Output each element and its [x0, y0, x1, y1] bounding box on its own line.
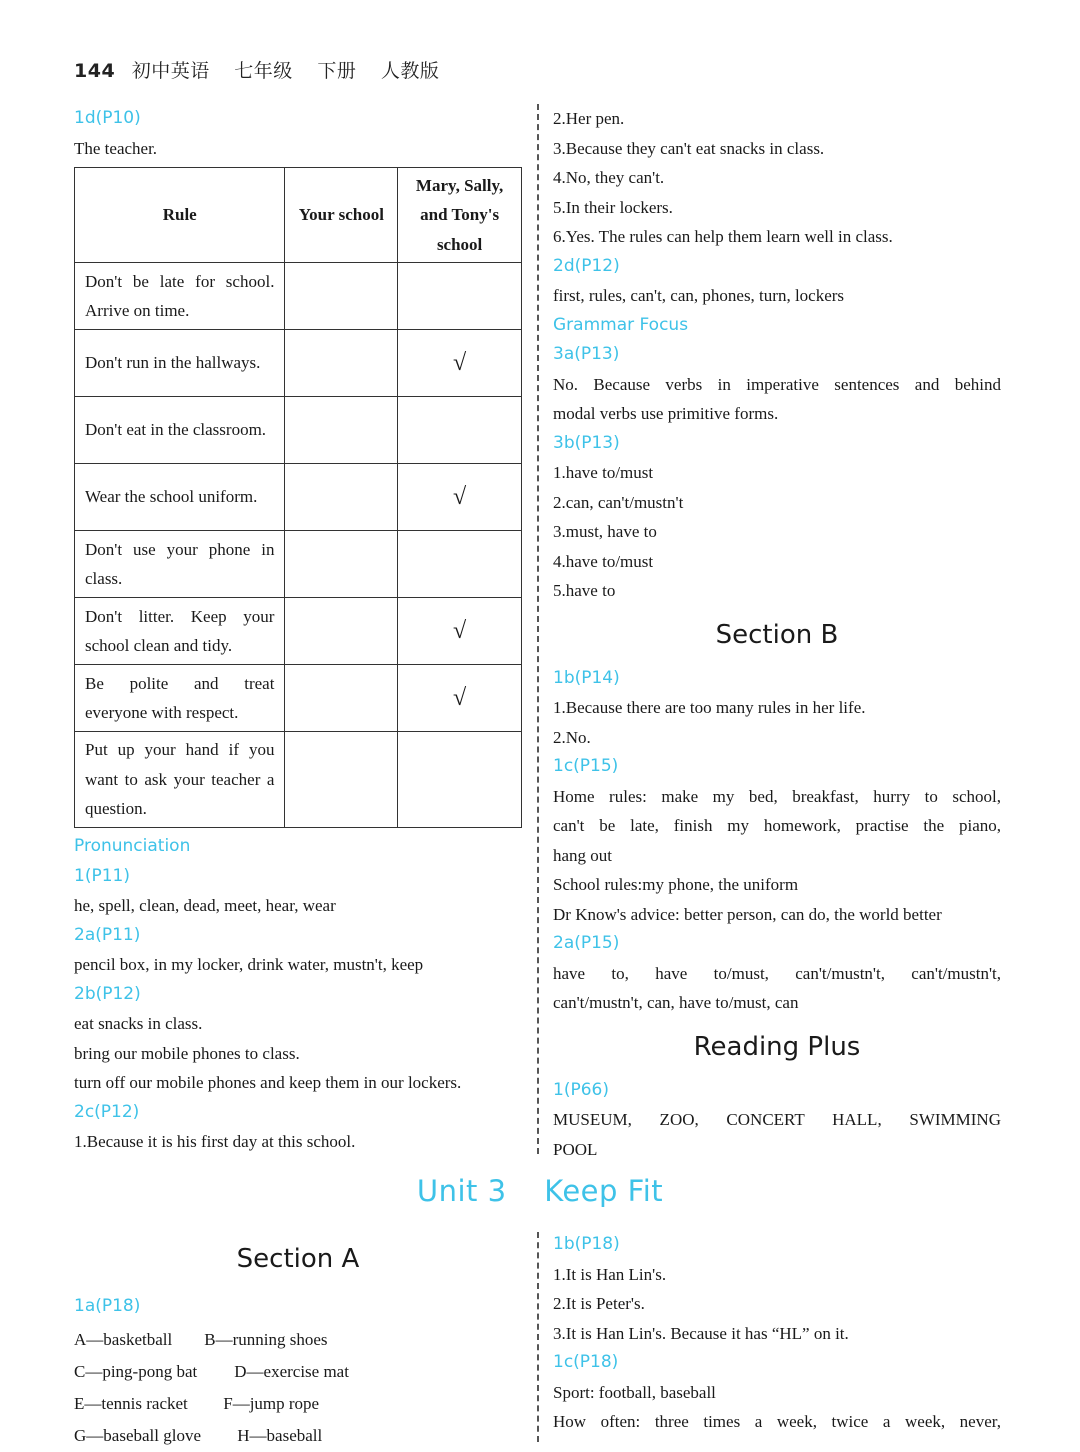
equipment-pair — [74, 1324, 522, 1356]
exercise-tag-1b: 1b(P14) — [553, 667, 620, 688]
answer-u3-1b-line: 3.It is Han Lin's. Because it has “HL” on it. — [553, 1323, 849, 1343]
section-b-heading: Section B — [715, 619, 839, 650]
header-mst-school: Mary, Sally, and Tony's school — [398, 168, 522, 263]
rule-cell: Don't eat in the classroom. — [75, 397, 285, 464]
equipment-pair — [74, 1388, 522, 1420]
equipment-item: A—basketball — [74, 1330, 173, 1349]
your-school-cell — [285, 665, 398, 732]
answer-u3-1c-line: How often: three times a week, twice a week, never, — [553, 1412, 1001, 1431]
answer-1c-line: Dr Know's advice: better person, can do, the world better — [553, 904, 942, 924]
check-mark: √ — [398, 665, 522, 732]
your-school-cell — [285, 330, 398, 397]
answer-3b-line: 1.have to/must — [553, 463, 654, 482]
grade-label: 七年级 — [234, 60, 293, 82]
answer-2d: first, rules, can't, can, phones, turn, lockers — [553, 286, 845, 305]
answer-2b-line: bring our mobile phones to class. — [74, 1043, 300, 1063]
exercise-tag-1c: 1c(P15) — [553, 756, 619, 776]
answer-2b-line: turn off our mobile phones and keep them in our lockers. — [74, 1073, 462, 1092]
rule-cell: Don't use your phone in class. — [75, 531, 285, 598]
check-mark: √ — [398, 330, 522, 397]
section-a-heading: Section A — [236, 1244, 360, 1274]
pronunciation-heading: Pronunciation — [74, 836, 191, 856]
exercise-tag-u3-1c: 1c(P18) — [553, 1352, 619, 1372]
answer-2c-line: 5.In their lockers. — [553, 197, 673, 217]
check-mark: √ — [398, 464, 522, 531]
grammar-focus-heading: Grammar Focus — [553, 314, 689, 335]
equipment-item: D—exercise mat — [234, 1362, 349, 1381]
equipment-item: C—ping-pong bat — [74, 1362, 198, 1381]
page-header — [74, 56, 457, 83]
answer-2a: pencil box, in my locker, drink water, mustn't, keep — [74, 955, 424, 974]
equipment-item: F—jump rope — [223, 1394, 320, 1413]
table-row — [75, 598, 522, 665]
answer-3a-line: No. Because verbs in imperative sentences and behind — [553, 374, 1001, 394]
answer-2c-line: 6.Yes. The rules can help them learn well in class. — [553, 227, 893, 246]
reading-plus-heading: Reading Plus — [693, 1031, 861, 1062]
answer-3b-line: 2.can, can't/mustn't — [553, 492, 684, 512]
answer-2b-line: eat snacks in class. — [74, 1014, 203, 1033]
your-school-cell — [285, 464, 398, 531]
exercise-tag-2c: 2c(P12) — [74, 1101, 140, 1122]
mst-school-cell — [398, 397, 522, 464]
exercise-tag-2b: 2b(P12) — [74, 983, 141, 1004]
page-number: 144 — [74, 60, 116, 82]
answer-2a-line: can't/mustn't, can, have to/must, can — [553, 993, 799, 1012]
unit-number: Unit 3 — [416, 1174, 507, 1208]
edition-label: 人教版 — [380, 60, 440, 82]
table-row — [75, 464, 522, 531]
answer-1: he, spell, clean, dead, meet, hear, wear — [74, 896, 336, 915]
answer-3b-line: 5.have to — [553, 581, 616, 600]
exercise-tag-2a: 2a(P11) — [74, 924, 141, 945]
right-column — [553, 104, 1001, 1164]
unit-heading — [0, 1174, 1080, 1208]
answer-3b-line: 3.must, have to — [553, 522, 657, 541]
exercise-tag-1a: 1a(P18) — [74, 1296, 141, 1316]
equipment-item: G—baseball glove — [74, 1426, 201, 1445]
answer-1b-line: 2.No. — [553, 727, 591, 747]
book-title: 初中英语 — [131, 60, 210, 82]
your-school-cell — [285, 397, 398, 464]
rule-cell: Don't be late for school. Arrive on time. — [75, 263, 285, 330]
answer-2c-line: 2.Her pen. — [553, 109, 625, 128]
table-header-row — [75, 168, 522, 263]
answer-u3-1c-line: Sport: football, baseball — [553, 1382, 716, 1402]
equipment-item: H—baseball — [237, 1426, 323, 1445]
table-row — [75, 732, 522, 828]
answer-1c-line: School rules:my phone, the uniform — [553, 875, 799, 894]
equipment-item: B—running shoes — [204, 1330, 328, 1349]
rule-cell: Be polite and treat everyone with respect. — [75, 665, 285, 732]
answer-rp1-line: POOL — [553, 1139, 598, 1159]
answer-1d: The teacher. — [74, 138, 158, 158]
exercise-tag-3a: 3a(P13) — [553, 344, 620, 364]
table-row — [75, 330, 522, 397]
answer-1c-line: can't be late, finish my homework, practise the piano, — [553, 816, 1001, 835]
answer-rp1-line: MUSEUM, ZOO, CONCERT HALL, SWIMMING — [553, 1110, 1001, 1129]
answer-1c-line: Home rules: make my bed, breakfast, hurry to school, — [553, 786, 1001, 806]
header-rule: Rule — [75, 168, 285, 263]
table-row — [75, 665, 522, 732]
equipment-item: E—tennis racket — [74, 1394, 188, 1413]
equipment-pair — [74, 1420, 522, 1452]
column-divider-bottom — [537, 1232, 539, 1442]
answer-2c-line: 3.Because they can't eat snacks in class. — [553, 138, 825, 158]
answer-u3-1b-line: 2.It is Peter's. — [553, 1294, 645, 1313]
your-school-cell — [285, 531, 398, 598]
table-row — [75, 531, 522, 598]
answer-1b-line: 1.Because there are too many rules in her life. — [553, 698, 866, 717]
exercise-tag-u3-1b: 1b(P18) — [553, 1234, 620, 1254]
unit3-right-column — [553, 1230, 1001, 1437]
table-row — [75, 263, 522, 330]
rule-cell: Don't run in the hallways. — [75, 330, 285, 397]
unit-title: Keep Fit — [544, 1174, 664, 1208]
column-divider-top — [537, 104, 539, 1154]
rules-table — [74, 167, 522, 828]
your-school-cell — [285, 263, 398, 330]
answer-u3-1b-line: 1.It is Han Lin's. — [553, 1264, 667, 1284]
exercise-tag-1d: 1d(P10) — [74, 108, 141, 128]
rule-cell: Don't litter. Keep your school clean and tidy. — [75, 598, 285, 665]
mst-school-cell — [398, 732, 522, 828]
answer-2c-line: 4.No, they can't. — [553, 168, 665, 187]
left-column — [74, 104, 522, 1157]
check-mark: √ — [398, 598, 522, 665]
rule-cell: Wear the school uniform. — [75, 464, 285, 531]
answer-1c-line: hang out — [553, 845, 613, 865]
your-school-cell — [285, 598, 398, 665]
mst-school-cell — [398, 531, 522, 598]
exercise-tag-1: 1(P11) — [74, 865, 130, 886]
exercise-tag-2a-p15: 2a(P15) — [553, 933, 620, 953]
exercise-tag-2d: 2d(P12) — [553, 255, 620, 276]
answer-3a-line: modal verbs use primitive forms. — [553, 404, 779, 423]
exercise-tag-3b: 3b(P13) — [553, 432, 620, 453]
answer-2a-line: have to, have to/must, can't/mustn't, can't/mustn't, — [553, 963, 1001, 983]
table-row — [75, 397, 522, 464]
exercise-tag-rp1: 1(P66) — [553, 1079, 609, 1100]
mst-school-cell — [398, 263, 522, 330]
answer-3b-line: 4.have to/must — [553, 551, 654, 571]
your-school-cell — [285, 732, 398, 828]
answer-2c-1: 1.Because it is his first day at this school. — [74, 1132, 356, 1151]
term-label: 下册 — [317, 60, 357, 82]
rule-cell: Put up your hand if you want to ask your teacher a question. — [75, 732, 285, 828]
equipment-pair — [74, 1356, 522, 1388]
unit3-left-column — [74, 1230, 522, 1452]
header-your-school: Your school — [285, 168, 398, 263]
